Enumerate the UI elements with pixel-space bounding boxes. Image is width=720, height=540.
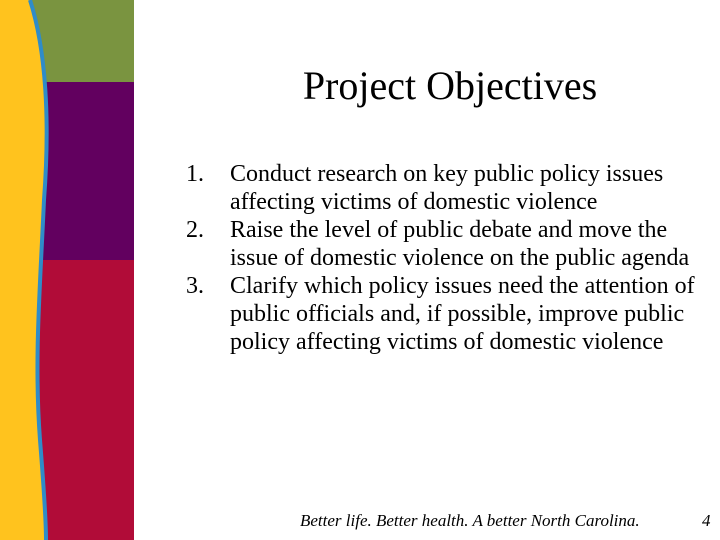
decorative-side-banner (0, 0, 140, 540)
objective-number: 1. (186, 161, 204, 187)
objective-item (186, 216, 706, 272)
objective-text: Conduct research on key public policy issues affecting victims of domestic violence (230, 161, 664, 215)
page-number: 4 (702, 511, 711, 530)
objective-number: 2. (186, 217, 204, 243)
objective-item (186, 272, 706, 356)
side-banner-white-edge (134, 0, 140, 540)
slide-title: Project Objectives (302, 63, 598, 108)
objective-item (186, 160, 706, 216)
objective-text: Clarify which policy issues need the attention of public officials and, if possible, improve public policy affecting victims of domestic violence (230, 273, 695, 355)
objectives-list (186, 160, 706, 356)
objective-number: 3. (186, 273, 204, 299)
objective-text: Raise the level of public debate and move the issue of domestic violence on the public agenda (230, 217, 690, 271)
footer-tagline: Better life. Better health. A better North Carolina. (300, 511, 640, 530)
